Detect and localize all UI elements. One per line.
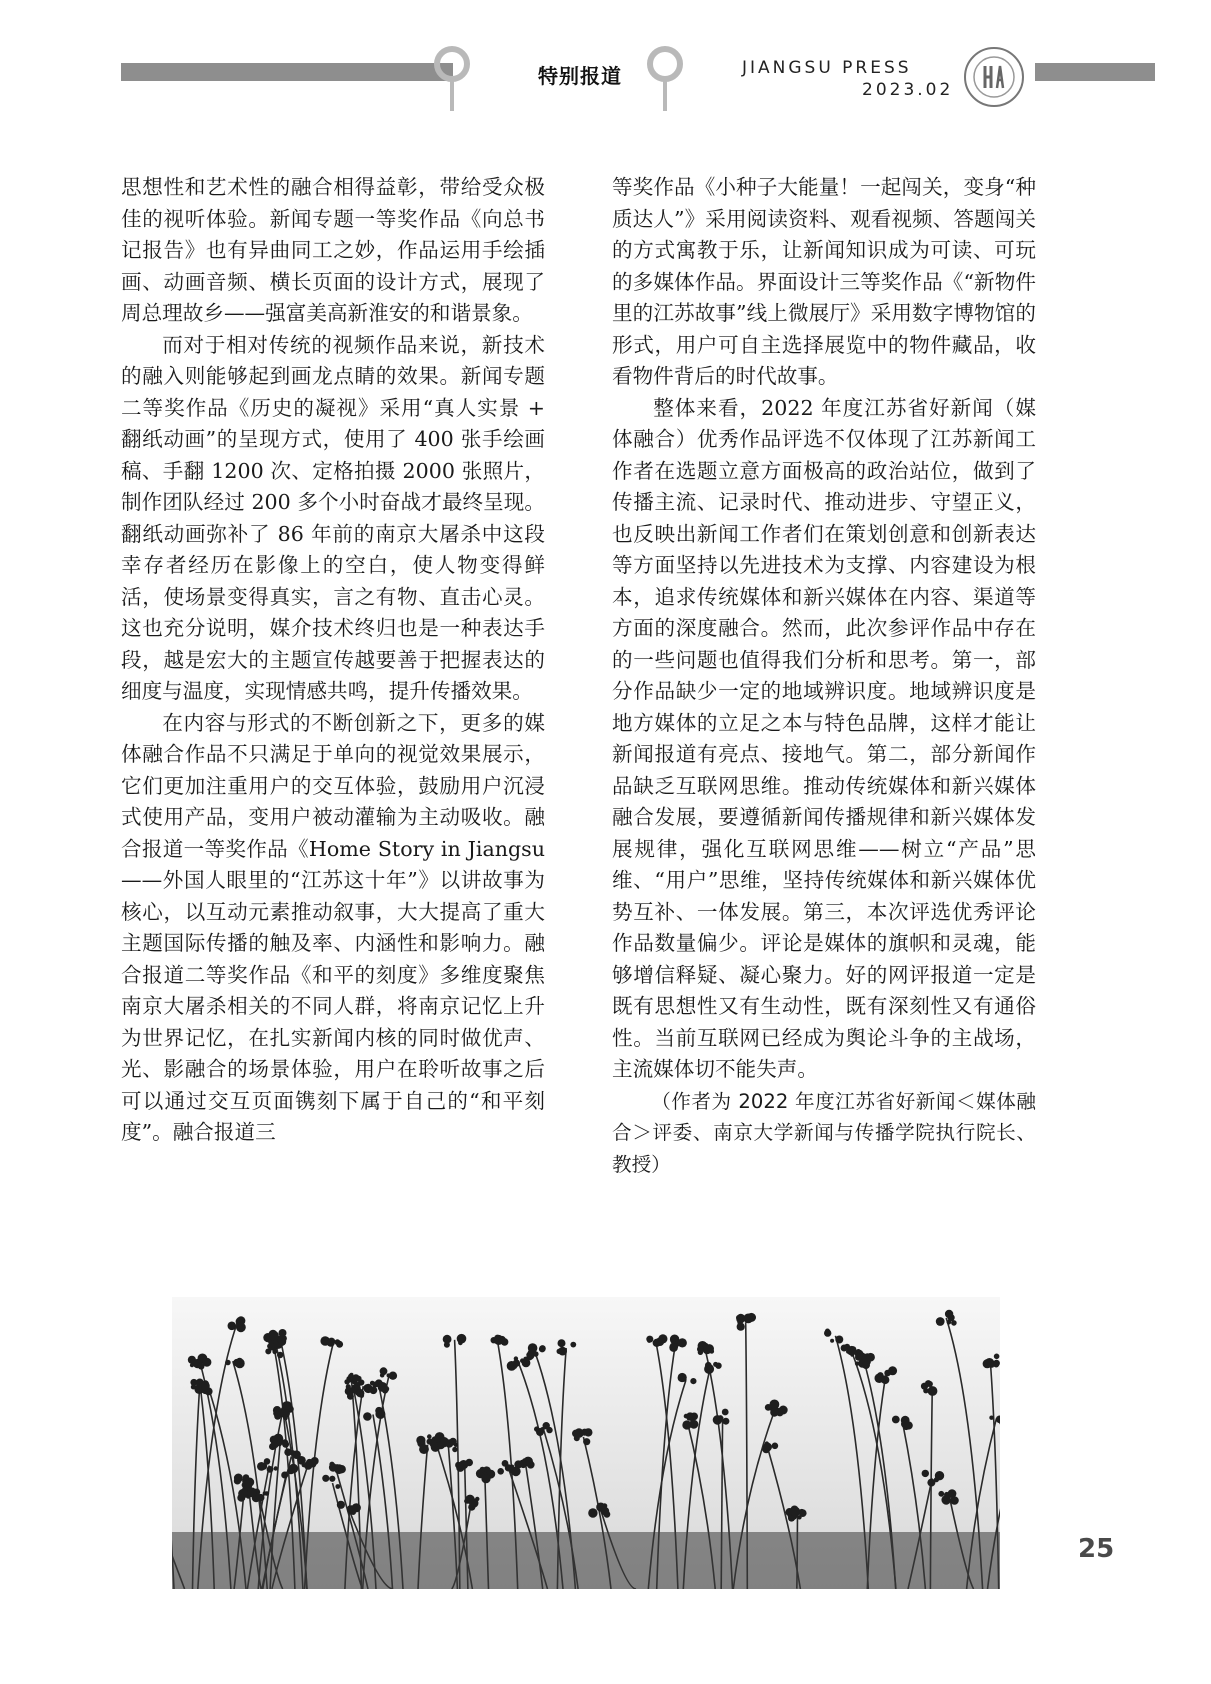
flower-head [847,1346,857,1356]
flower-head [327,1339,335,1347]
flower-head [389,1372,397,1380]
flower-head [678,1375,685,1382]
flower-head [835,1336,843,1344]
flower-head [247,1488,257,1498]
flower-head [287,1467,294,1474]
flower-head [235,1359,245,1369]
flower-head [791,1507,801,1517]
flower-head [281,1472,288,1479]
flower-head [945,1310,953,1318]
flower-head [941,1495,951,1505]
flower-head [543,1422,550,1429]
flower-head [265,1348,271,1354]
flower-head [272,1349,277,1354]
flower-head [656,1337,665,1346]
flower-head [881,1376,889,1384]
flower-head [856,1349,861,1354]
flower-head [925,1380,932,1387]
flower-head [283,1410,288,1415]
paragraph: 思想性和艺术性的融合相得益彰，带给受众极佳的视听体验。新闻专题一等奖作品《向总书记报告》也有异曲同工之妙，作品运用手绘插画、动画音频、横长页面的设计方式，展现了周总理故乡——强富美高新淮安的和谐景象。 [121,175,545,325]
flower-head [419,1444,429,1454]
flower-head [588,1508,597,1517]
flower-head [347,1393,354,1400]
flower-head [704,1364,714,1374]
flower-head [737,1323,745,1331]
flower-head [841,1345,848,1352]
flower-head [646,1336,653,1343]
flower-head [718,1415,723,1420]
flower-head [452,1447,457,1452]
flower-head [935,1471,944,1480]
flower-head [494,1337,501,1344]
paragraph: 而对于相对传统的视频作品来说，新技术的融入则能够起到画龙点睛的效果。新闻专题二等奖作品《历史的凝视》采用“真人实景 + 翻纸动画”的呈现方式，使用了 400 张手绘画稿、手翻 1200 次、定格拍摄 2000 张照片，制作团队经过 200 多个小时奋战才最终呈现。翻纸动画弥补了 86 年前的南京大屠杀中这段幸存者经历在影像上的空白，使人物变得鲜活，使场景变得真实，言之有物、直击心灵。这也充分说明，媒介技术终归也是一种表达手段，越是宏大的主题宣传越要善于把握表达的细度与温度，实现情感共鸣，提升传播效果。 [121,332,545,703]
flower-head [243,1474,249,1480]
flower-head [558,1339,566,1347]
flower-head [335,1484,340,1489]
flower-head [202,1358,211,1367]
flower-head [892,1416,900,1424]
flower-head [690,1378,696,1384]
flower-head [866,1353,875,1362]
section-title: 特别报道 [538,64,622,88]
flower-head [905,1421,913,1429]
flower-head [938,1491,944,1497]
flower-head [670,1338,675,1343]
flower-head [497,1468,504,1475]
flower-field-photo [172,1297,1000,1589]
author-note: （作者为 2022 年度江苏省好新闻＜媒体融合＞评委、南京大学新闻与传播学院执行院长、教授） [612,1089,1036,1176]
flower-head [715,1363,721,1369]
flower-head [950,1496,959,1505]
flower-head [749,1314,756,1321]
flower-head [584,1428,592,1436]
flower-head [277,1352,283,1358]
flower-head [191,1379,197,1385]
flower-head [270,1335,276,1341]
flower-head [228,1322,237,1331]
flower-head [201,1382,210,1391]
flower-head [276,1441,282,1447]
magazine-name: JIANGSU PRESS [742,58,912,78]
flower-head [722,1409,729,1416]
flower-head [380,1373,385,1378]
flower-head [534,1426,539,1431]
flower-head [936,1317,945,1326]
flower-head [710,1349,715,1354]
flower-head [257,1462,266,1471]
flower-head [993,1362,999,1368]
flower-head [297,1456,306,1465]
flower-head [891,1370,896,1375]
header-bar-left [121,63,453,81]
flower-head [449,1438,457,1446]
article-left-column [121,172,545,1149]
flower-head [770,1408,778,1416]
flower-head [601,1507,609,1515]
flower-head [994,1354,1000,1360]
flower-head [520,1462,527,1469]
flower-head [363,1384,371,1392]
flower-head [522,1359,531,1368]
flower-head [237,1494,245,1502]
flower-head [265,1491,270,1496]
flower-head [236,1322,246,1332]
paragraph: 在内容与形式的不断创新之下，更多的媒体融合作品不只满足于单向的视觉效果展示，它们更加注重用户的交互体验，鼓励用户沉浸式使用产品，变用户被动灌输为主动吸收。融合报道一等奖作品《Home Story in Jiangsu ——外国人眼里的“江苏这十年”》以讲故事为核心，以互动元素推动叙事，大大提高了重大主题国际传播的触及率、内涵性和影响力。融合报道二等奖作品《和平的刻度》多维度聚焦南京大屠杀相关的不同人群，将南京记忆上升为世界记忆，在扎实新闻内核的同时做优声、光、影融合的场景体验，用户在聆听故事之后可以通过交互页面镌刻下属于自己的“和平刻度”。融合报道三 [121,710,545,1144]
flower-head [539,1346,546,1353]
flower-head [469,1498,478,1507]
header-bar-right [1035,63,1155,81]
flower-head [669,1343,678,1352]
flower-head [570,1342,576,1348]
flower-head [457,1334,467,1344]
flower-head [363,1412,372,1421]
flower-head [989,1416,993,1420]
flower-head [444,1342,450,1348]
flower-head [322,1475,329,1482]
flower-head [558,1347,567,1356]
page-number: 25 [1078,1534,1115,1564]
flower-head [684,1414,689,1419]
flower-head [352,1375,358,1381]
flower-head [274,1466,278,1470]
flower-head [283,1402,291,1410]
flower-head [480,1467,486,1473]
journal-seal-logo [963,46,1025,108]
flower-head [267,1466,274,1473]
flower-head [583,1438,590,1445]
flower-head [572,1430,580,1438]
map-pin-icon-left [432,44,472,114]
flower-head [290,1450,296,1456]
map-pin-icon-right [645,44,685,114]
flower-stems-illustration [172,1297,1000,1589]
flower-head [862,1361,870,1369]
flower-head [329,1476,335,1482]
flower-head [781,1408,786,1413]
flower-head [427,1434,432,1439]
flower-head [772,1443,779,1450]
article-right-column [612,172,1036,1180]
paragraph: 等奖作品《小种子大能量！一起闯关，变身“种质达人”》采用阅读资料、观看视频、答题闯关的方式寓教于乐，让新闻知识成为可读、可玩的多媒体作品。界面设计三等奖作品《“新物件里的江苏故事”线上微展厅》采用数字博物馆的形式，用户可自主选择展览中的物件藏品，收看物件背后的时代故事。 [612,175,1036,388]
flower-head [376,1409,382,1415]
flower-head [481,1474,490,1483]
flower-head [830,1339,834,1343]
flower-head [922,1470,929,1477]
flower-head [689,1420,698,1429]
flower-head [513,1359,520,1366]
flower-head [528,1350,534,1356]
paragraph: 整体来看，2022 年度江苏省好新闻（媒体融合）优秀作品评选不仅体现了江苏新闻工作者在选题立意方面极高的政治站位，做到了传播主流、记录时代、推动进步、守望正义，也反映出新闻工作者们在策划创意和创新表达等方面坚持以先进技术为支撑、内容建设为根本，追求传统媒体和新兴媒体在内容、渠道等方面的深度融合。然而，此次参评作品中存在的一些问题也值得我们分析和思考。第一，部分作品缺少一定的地域辨识度。地域辨识度是地方媒体的立足之本与特色品牌，这样才能让新闻报道有亮点、接地气。第二，部分新闻作品缺乏互联网思维。推动传统媒体和新兴媒体融合发展，要遵循新闻传播规律和新兴媒体发展规律，强化互联网思维——树立“产品”思维、“用户”思维，坚持传统媒体和新兴媒体优势互补、一体发展。第三，本次评选优秀评论作品数量偏少。评论是媒体的旗帜和灵魂，能够增信释疑、凝心聚力。好的网评报道一定是既有思想性又有生动性，既有深刻性又有通俗性。当前互联网已经成为舆论斗争的主战场，主流媒体切不能失声。 [612,395,1036,1081]
flower-head [381,1385,387,1391]
flower-head [234,1477,241,1484]
flower-head [824,1329,831,1336]
flower-head [442,1442,447,1447]
flower-head [458,1465,463,1470]
flower-head [196,1384,201,1389]
flower-head [765,1404,772,1411]
flower-head [337,1501,345,1509]
flower-head [279,1329,287,1337]
flower-head [356,1389,364,1397]
issue-number: 2023.02 [862,80,954,100]
flower-head [273,1410,279,1416]
flower-head [928,1386,938,1396]
flower-head [697,1346,704,1353]
flower-head [764,1444,770,1450]
flower-head [344,1379,349,1384]
flower-head [225,1360,231,1366]
flower-head [335,1339,341,1345]
flower-head [329,1463,337,1471]
flower-head [419,1439,424,1444]
flower-head [357,1381,362,1386]
flower-head [347,1505,356,1514]
flower-head [797,1515,801,1519]
flower-head [272,1442,278,1448]
flower-head [722,1418,729,1425]
